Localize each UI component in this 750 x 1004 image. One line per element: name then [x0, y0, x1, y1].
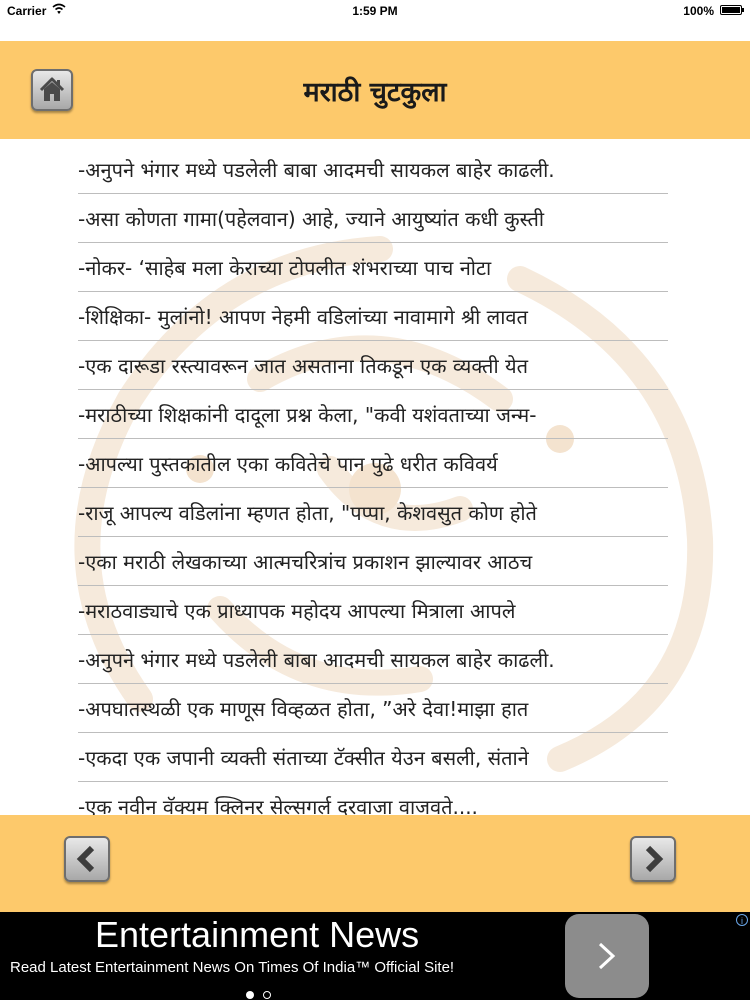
ad-banner[interactable]	[0, 912, 750, 1000]
joke-list-item[interactable]: -अनुपने भंगार मध्ये पडलेली बाबा आदमची सायकल बाहेर काढली.	[78, 146, 668, 194]
joke-list-item[interactable]: -एक नवीन वॅक्यम क्लिनर सेल्सगर्ल दरवाजा वाजवते....	[78, 783, 668, 815]
next-button[interactable]	[630, 836, 676, 882]
joke-list-item[interactable]: -अनुपने भंगार मध्ये पडलेली बाबा आदमची सायकल बाहेर काढली.	[78, 636, 668, 684]
joke-list-container[interactable]	[0, 139, 750, 815]
joke-list-item[interactable]: -मराठीच्या शिक्षकांनी दादूला प्रश्न केला, "कवी यशंवताच्या जन्म-	[78, 391, 668, 439]
chevron-right-icon	[595, 941, 619, 971]
carrier-label: Carrier	[7, 4, 47, 18]
chevron-left-icon	[72, 844, 102, 874]
joke-list-item[interactable]: -अपघातस्थळी एक माणूस विव्हळत होता, ”अरे देवा!माझा हात	[78, 685, 668, 733]
ad-title[interactable]: Entertainment News	[95, 914, 420, 955]
status-bar	[0, 0, 750, 22]
battery-icon	[720, 5, 742, 15]
joke-list	[78, 146, 668, 815]
ad-cta-button[interactable]	[565, 914, 649, 998]
joke-list-item[interactable]: -एक दारूडा रस्त्यावरून जात असताना तिकडून एक व्यक्ती येत	[78, 342, 668, 390]
joke-list-item[interactable]: -असा कोणता गामा(पहेलवान) आहे, ज्याने आयुष्यांत कधी कुस्ती	[78, 195, 668, 243]
ad-page-indicator	[246, 986, 280, 1004]
ad-description[interactable]: Read Latest Entertainment News On Times Of India™ Official Site!	[10, 959, 455, 976]
joke-list-item[interactable]: -शिक्षिका- मुलांनो! आपण नेहमी वडिलांच्या नावामागे श्री लावत	[78, 293, 668, 341]
ad-info-icon[interactable]: i	[736, 914, 748, 926]
joke-list-item[interactable]: -नोकर- ‘साहेब मला केराच्या टोपलीत शंभराच्या पाच नोटा	[78, 244, 668, 292]
previous-button[interactable]	[64, 836, 110, 882]
joke-list-item[interactable]: -आपल्या पुस्तकातील एका कवितेचे पान पुढे धरीत कविवर्य	[78, 440, 668, 488]
page-title: मराठी चुटकुला	[303, 77, 447, 108]
page-dot	[263, 991, 271, 999]
joke-list-item[interactable]: -एका मराठी लेखकाच्या आत्मचरित्रांच प्रकाशन झाल्यावर आठच	[78, 538, 668, 586]
joke-list-item[interactable]: -मराठवाड्याचे एक प्राध्यापक महोदय आपल्या मित्राला आपले	[78, 587, 668, 635]
chevron-right-icon	[638, 844, 668, 874]
battery-percentage: 100%	[683, 4, 714, 18]
joke-list-item[interactable]: -एकदा एक जपानी व्यक्ती संताच्या टॅक्सीत येउन बसली, संताने	[78, 734, 668, 782]
joke-list-item[interactable]: -राजू आपल्य वडिलांना म्हणत होता, "पप्पा, केशवसुत कोण होते	[78, 489, 668, 537]
page-dot-active	[246, 991, 254, 999]
clock-time: 1:59 PM	[352, 4, 398, 18]
